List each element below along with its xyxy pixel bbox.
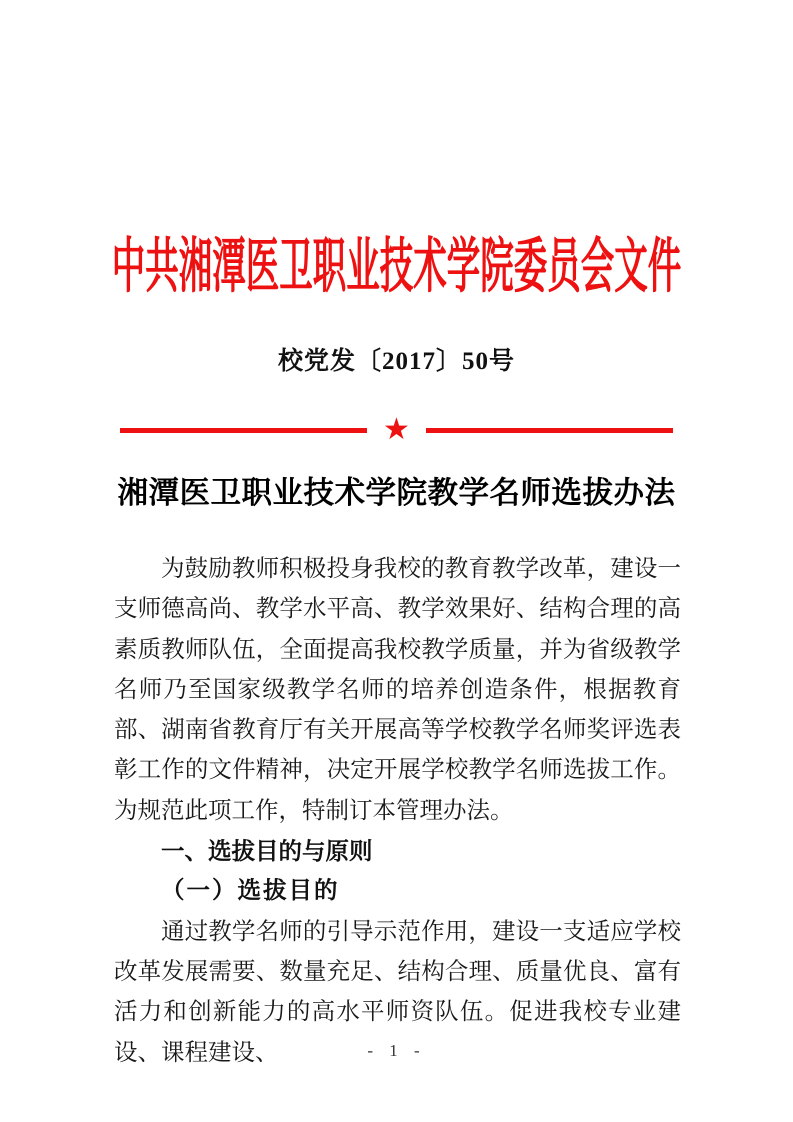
intro-paragraph: 为鼓励教师积极投身我校的教育教学改革，建设一支师德高尚、教学水平高、教学效果好、结构合理的高素质教师队伍，全面提高我校教学质量，并为省级教学名师乃至国家级教学名师的培养创造条件，根据教育部、湖南省教育厅有关开展高等学校教学名师奖评选表彰工作的文件精神，决定开展学校教学名师选拔工作。为规范此项工作，特制订本管理办法。 <box>114 556 681 824</box>
masthead-title: 中共湘潭医卫职业技术学院委员会文件 <box>111 234 682 301</box>
document-title: 湘潭医卫职业技术学院教学名师选拔办法 <box>117 476 676 510</box>
document-masthead <box>0 213 793 307</box>
section-1-heading: 一、选拔目的与原则 <box>161 838 373 865</box>
star-icon: ★ <box>383 413 410 446</box>
page-number: - 1 - <box>367 1041 426 1060</box>
divider-line-right <box>426 428 673 433</box>
red-divider <box>120 415 673 445</box>
subsection-1-heading: （一）选拔目的 <box>161 878 340 905</box>
document-body <box>114 549 681 1073</box>
subsection-1-paragraph: 通过教学名师的引导示范作用，建设一支适应学校改革发展需要、数量充足、结构合理、质量优良、富有活力和创新能力的高水平师资队伍。促进我校专业建设、课程建设、 <box>114 918 681 1066</box>
document-number: 校党发〔2017〕50号 <box>277 348 515 375</box>
divider-line-left <box>120 428 367 433</box>
